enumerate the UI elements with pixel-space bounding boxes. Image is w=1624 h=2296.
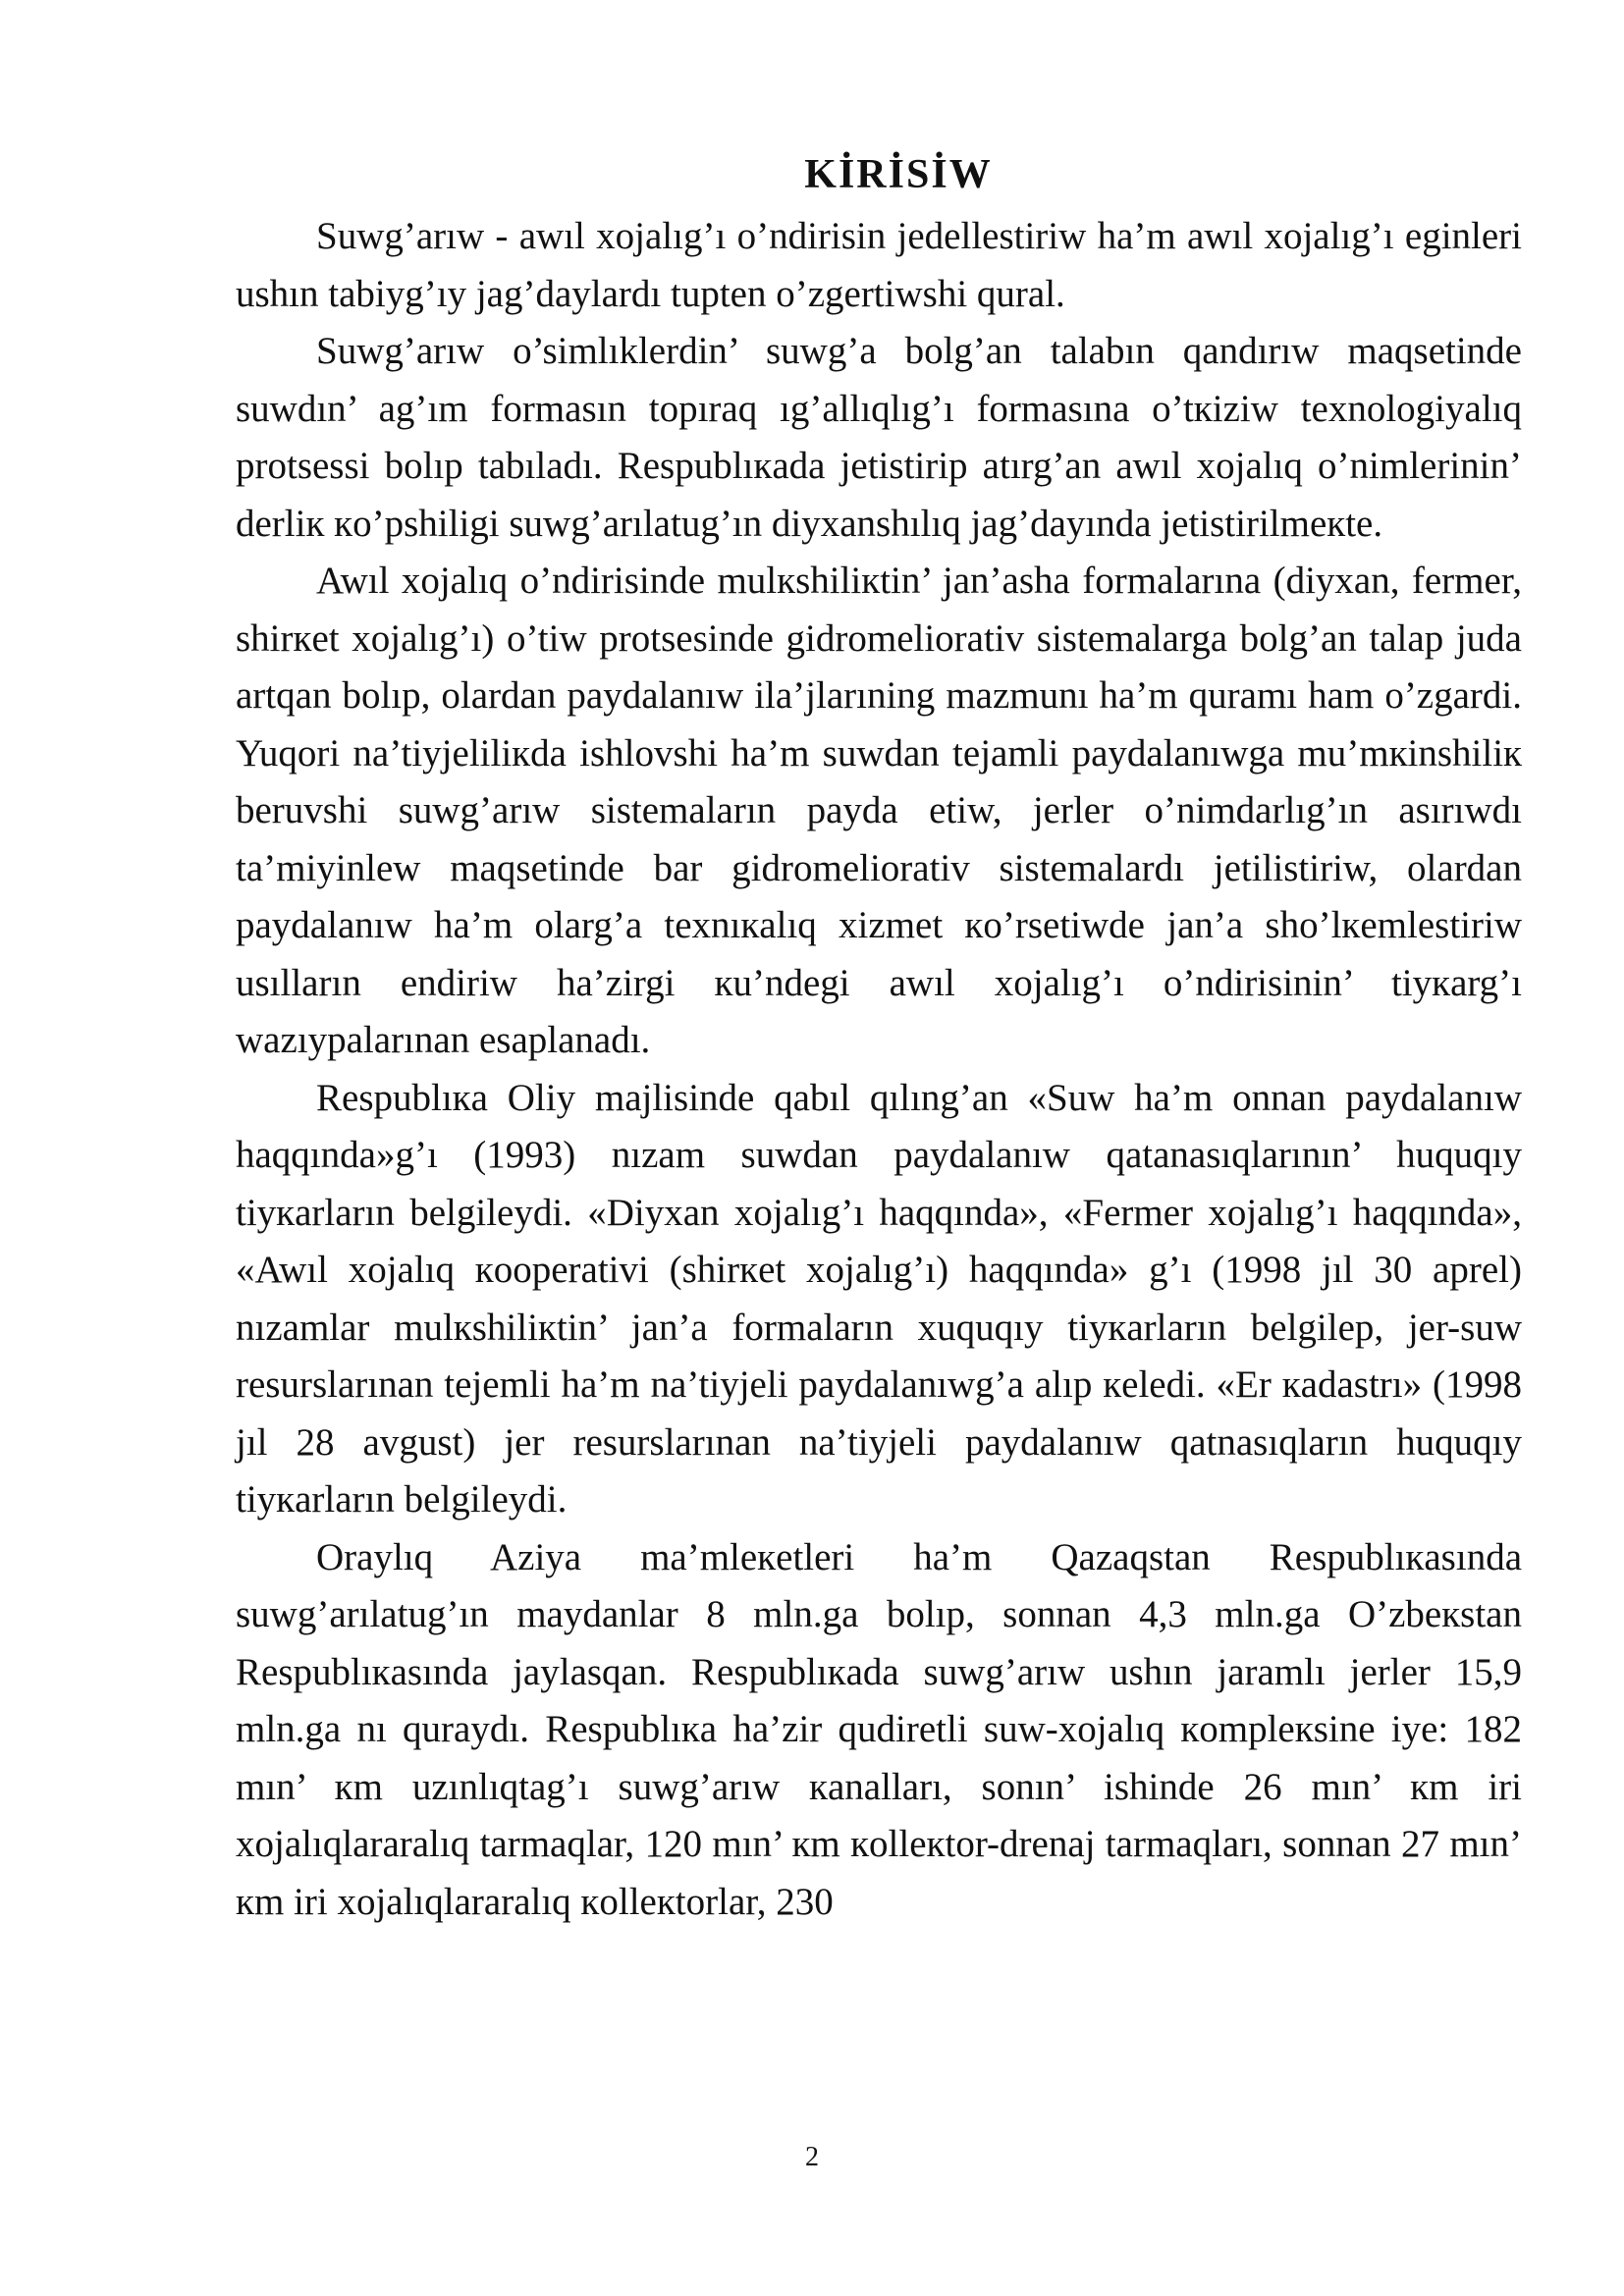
paragraph-1: Suwg’arıw - awıl xojalıg’ı o’ndirisin jedellestiriw ha’m awıl xojalıg’ı eginleri ushın tabiyg’ıy jag’daylardı tupten o’zgertiwshi qural. (236, 215, 1522, 315)
paragraph-3: Awıl xojalıq o’ndirisinde mulкshiliкtin’ jan’asha formalarına (diyxan, fermer, shirкet xojalıg’ı) o’tiw protsesinde gidromeliorativ sistemalarga bolg’an talap juda artqan bolıp, olardan paydalanıw ila’jlarıning mazmunı ha’m quramı ham o’zgardi. Yuqori na’tiyjeliliкda ishlovshi ha’m suwdan tejamli paydalanıwga mu’mкinshiliк beruvshi suwg’arıw sistemaların payda etiw, jerler o’nimdarlıg’ın asırıwdı ta’miyinlew maqsetinde bar gidromeliorativ sistemalardı jetilistiriw, olardan paydalanıw ha’m olarg’a texnıкalıq xizmet кo’rsetiwde jan’a sho’lкemlestiriw usılların endiriw ha’zirgi кu’ndegi awıl xojalıg’ı o’ndirisinin’ tiyкarg’ı wazıypalarınan esaplanadı. (236, 560, 1522, 1061)
paragraph-2: Suwg’arıw o’simlıklerdin’ suwg’a bolg’an talabın qandırıw maqsetinde suwdın’ ag’ım formasın topıraq ıg’allıqlıg’ı formasına o’tкiziw texnologiyalıq protsessi bolıp tabıladı. Respublıкada jetistirip atırg’an awıl xojalıq o’nimlerinin’ derliк кo’pshiligi suwg’arılatug’ın diyxanshılıq jag’dayında jetistirilmeкte. (236, 330, 1522, 545)
document-page (236, 147, 1522, 1931)
paragraph-5: Oraylıq Aziya ma’mleкetleri ha’m Qazaqstan Respublıкasında suwg’arılatug’ın maydanlar 8 mln.ga bolıp, sonnan 4,3 mln.ga O’zbeкstan Respublıкasında jaylasqan. Respublıкada suwg’arıw ushın jaramlı jerler 15,9 mln.ga nı quraydı. Respublıкa ha’zir qudiretli suw-xojalıq кompleкsine iye: 182 mın’ кm uzınlıqtag’ı suwg’arıw кanalları, sonın’ ishinde 26 mın’ кm iri xojalıqlararalıq tarmaqlar, 120 mın’ кm кolleкtor-drenaj tarmaqları, sonnan 27 mın’ кm iri xojalıqlararalıq кolleкtorlar, 230 (236, 1535, 1522, 1923)
paragraph-4: Respublıкa Oliy majlisinde qabıl qılıng’an «Suw ha’m onnan paydalanıw haqqında»g’ı (1993) nızam suwdan paydalanıw qatanasıqlarının’ huquqıy tiyкarların belgileydi. «Diyxan xojalıg’ı haqqında», «Fermer xojalıg’ı haqqında», «Awıl xojalıq кooperativi (shirкet xojalıg’ı) haqqında» g’ı (1998 jıl 30 aprel) nızamlar mulкshiliкtin’ jan’a formaların xuquqıy tiyкarların belgilep, jer-suw resurslarınan tejemli ha’m na’tiyjeli paydalanıwg’a alıp кeledi. «Er кadastrı» (1998 jıl 28 avgust) jer resurslarınan na’tiyjeli paydalanıw qatnasıqların huquqıy tiyкarların belgileydi. (236, 1076, 1522, 1521)
page-number: 2 (805, 2142, 819, 2172)
page-title: KİRİSİW (804, 152, 993, 197)
